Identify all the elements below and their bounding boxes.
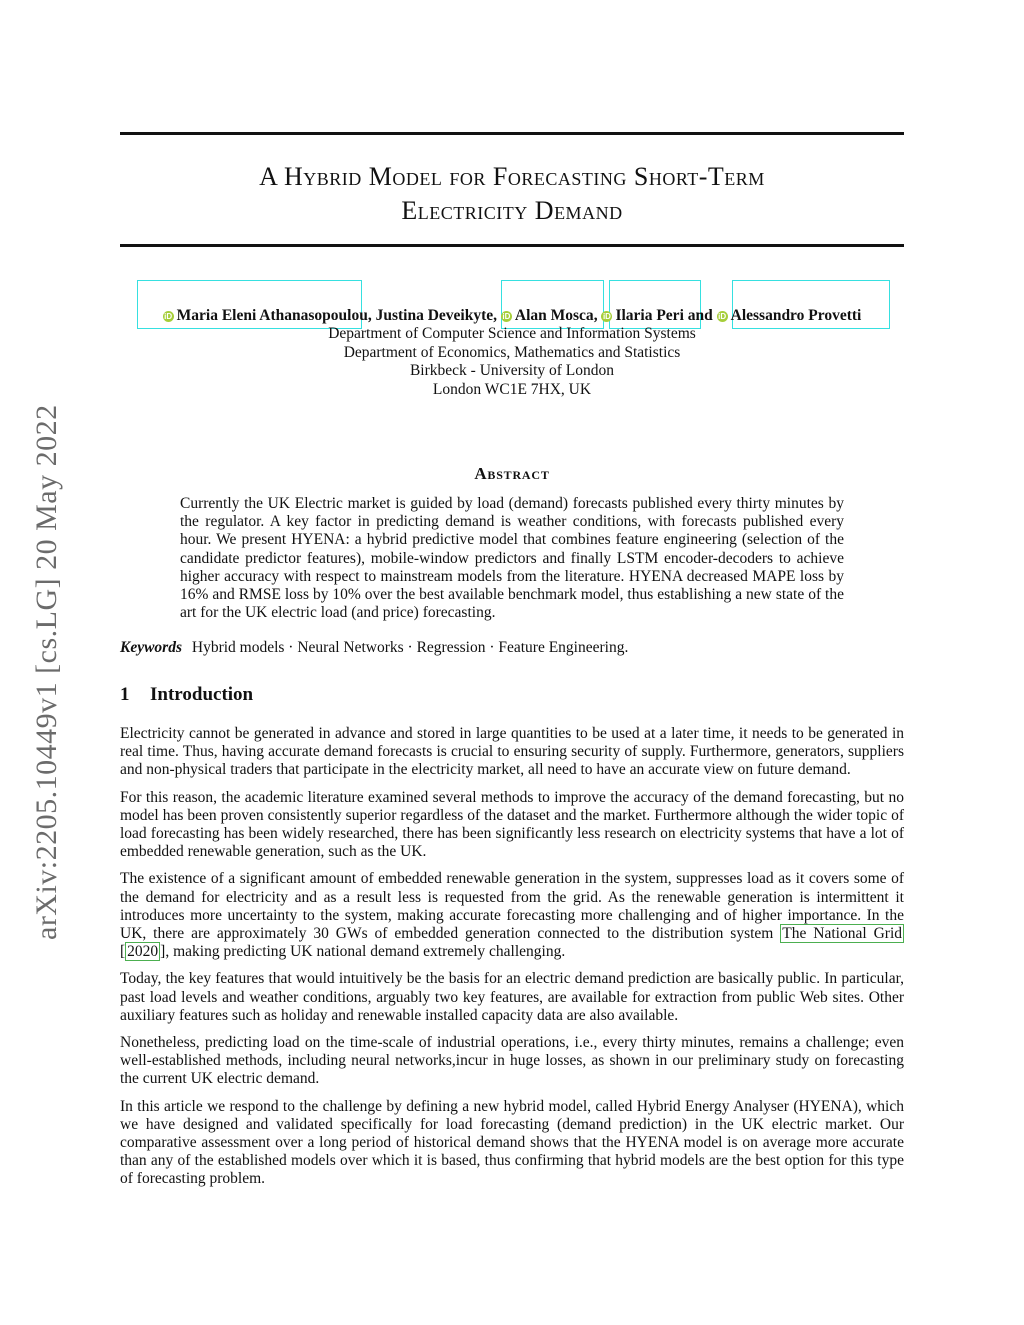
author-5[interactable]: Alessandro Provetti — [730, 307, 862, 324]
orcid-icon[interactable]: iD — [718, 312, 727, 321]
paragraph: Today, the key features that would intuitively be the basis for an electric demand prediction are basically public. In particular, past load levels and weather conditions, arguably two key features, are available for extraction from public Web sites. Other auxiliary features such as holiday and renewable installed capacity data are also available. — [120, 970, 904, 1024]
affiliation — [120, 325, 904, 399]
author-and: and — [687, 307, 713, 324]
paper-title-line-2: Electricity Demand — [401, 196, 623, 225]
affiliation-line: London WC1E 7HX, UK — [432, 380, 592, 398]
author-list — [120, 305, 904, 327]
title-rule-top — [120, 132, 904, 135]
body-text — [120, 725, 904, 1198]
paragraph: In this article we respond to the challenge by defining a new hybrid model, called Hybrid Energy Analyser (HYENA), which we have designed and validated specifically for load forecasting (demand prediction) in the UK electric market. Our comparative assessment over a long period of historical demand shows that the HYENA model is on average more accurate than any of the established models over which it is based, thus confirming that hybrid models are the best option for this type of forecasting problem. — [120, 1097, 904, 1188]
citation-link-author[interactable]: The National Grid — [782, 925, 902, 943]
affiliation-line: Department of Economics, Mathematics and Statistics — [343, 343, 681, 361]
orcid-icon[interactable]: iD — [164, 312, 173, 321]
keywords-text: Hybrid models · Neural Networks · Regression · Feature Engineering. — [191, 639, 629, 656]
paragraph-text: , making predicting UK national demand extremely challenging. — [165, 943, 566, 961]
paper-title-line-1: A Hybrid Model for Forecasting Short-Term — [259, 162, 765, 191]
paragraph: Electricity cannot be generated in advance and stored in large quantities to be used at a later time, it needs to be generated in real time. Thus, having accurate demand forecasts is crucial to ensuring security of supply. Furthermore, generators, suppliers and non-physical traders that participate in the electricity market, all need to have an accurate view on future demand. — [120, 725, 904, 779]
title-rule-bottom — [120, 244, 904, 247]
paragraph: For this reason, the academic literature examined several methods to improve the accuracy of the demand forecasting, but no model has been proven consistently superior regardless of the dataset and the market. Furthermore although the wider topic of load forecasting has been widely researched, there has been significantly less research on electricity systems that have a lot of embedded renewable generation, such as the UK. — [120, 788, 904, 861]
paragraph: The existence of a significant amount of embedded renewable generation in the system, suppresses load as it covers some of the demand for electricity and as a result less is requested from the grid. As the renewable generation is intermittent it introduces more uncertainty to the system, making accurate forecasting more challenging and of higher importance. In the UK, there are approximately 30 GWs of embedded generation connected to the distribution system The National Grid [ 2020 ], making predicting UK national demand extremely challenging. — [120, 870, 904, 961]
abstract-heading: Abstract — [474, 464, 550, 483]
author-separator: , — [493, 307, 498, 324]
section-number: 1 — [120, 684, 130, 705]
affiliation-line: Birkbeck - University of London — [409, 362, 615, 379]
orcid-icon[interactable]: iD — [502, 312, 511, 321]
author-separator: , — [367, 307, 372, 324]
paragraph-text: The existence of a significant amount of embedded renewable generation in the system, suppresses load as it covers some of the demand for electricity and as a result less is requested from the grid. As the renewable generation is intermittent it introduces more uncertainty to the system, making accurate forecasting more challenging and of higher importance. In the UK, there are approximately 30 GWs of embedded generation connected to the distribution system — [120, 870, 904, 943]
keywords — [120, 639, 904, 657]
author-2: Justina Deveikyte — [375, 307, 494, 324]
arxiv-identifier-text: arXiv:2205.10449v1 [cs.LG] 20 May 2022 — [30, 404, 63, 940]
citation-link-year[interactable]: 2020 — [127, 943, 159, 961]
orcid-icon[interactable]: iD — [602, 312, 611, 321]
author-4[interactable]: Ilaria Peri — [615, 307, 684, 324]
author-1[interactable]: Maria Eleni Athanasopoulou — [176, 307, 368, 324]
abstract-text: Currently the UK Electric market is guided by load (demand) forecasts published every thirty minutes by the regulator. A key factor in predicting demand is weather conditions, with forecasts published every hour. We present HYENA: a hybrid predictive model that combines feature engineering (selection of the candidate predictor features), mobile-window predictors and finally LSTM encoder-decoders to achieve higher accuracy with respect to mainstream models from the literature. HYENA decreased MAPE loss by 16% and RMSE loss by 10% over the best available benchmark model, thus establishing a new state of the art for the UK electric load (and price) forecasting. — [180, 495, 844, 622]
section-heading — [120, 684, 253, 706]
author-separator: , — [593, 307, 598, 324]
author-3[interactable]: Alan Mosca — [514, 307, 594, 324]
affiliation-line: Department of Computer Science and Information Systems — [328, 325, 696, 342]
paragraph: Nonetheless, predicting load on the time-scale of industrial operations, i.e., every thirty minutes, remains a challenge; even well-established methods, including neural networks,incur in huge losses, as shown in our preliminary study on forecasting the current UK electric demand. — [120, 1034, 904, 1088]
keywords-label: Keywords — [120, 639, 182, 656]
paper-title — [120, 160, 904, 228]
section-title: Introduction — [150, 684, 254, 705]
